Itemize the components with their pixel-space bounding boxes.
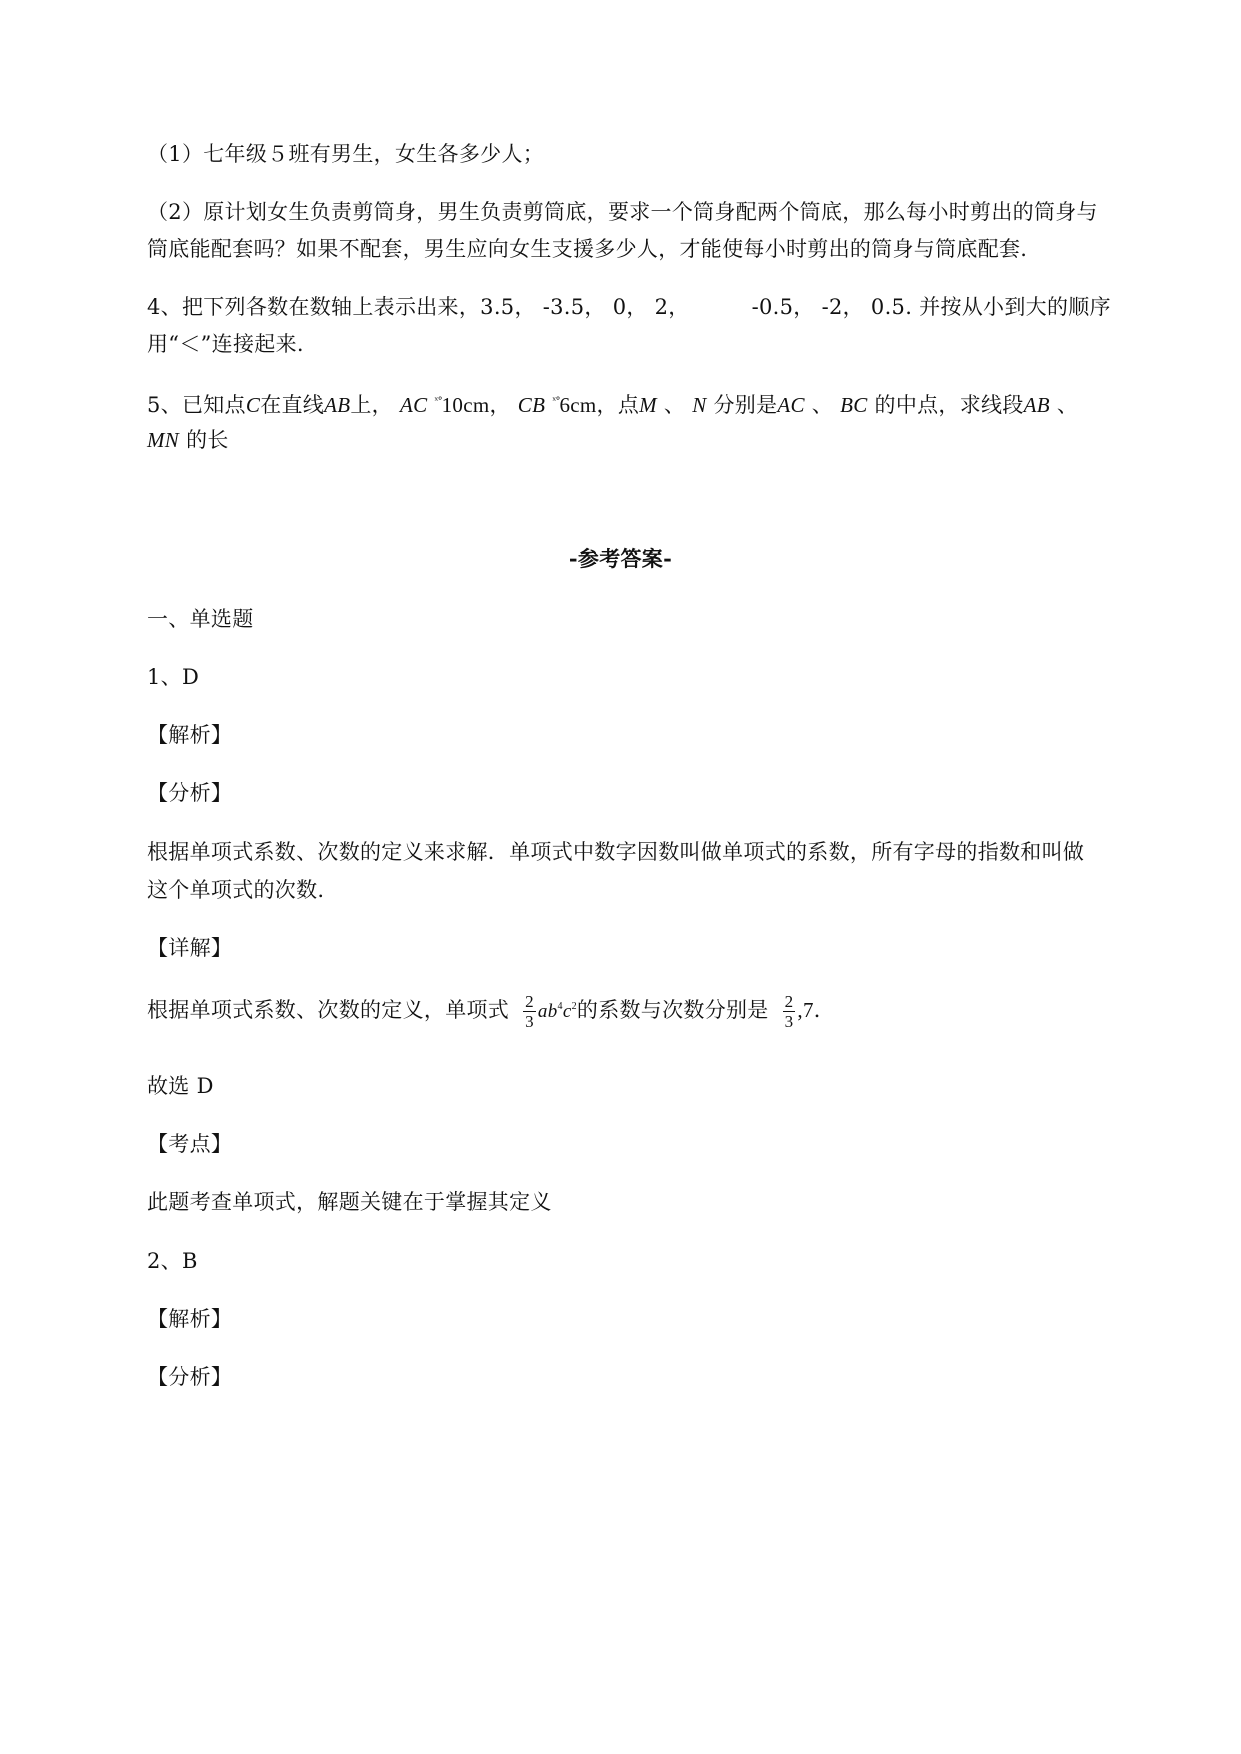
- q5-garbled-glyph: ˣ°: [434, 396, 442, 407]
- fraction-two-thirds: [783, 992, 796, 1031]
- q5-point-word: ，点: [596, 393, 640, 417]
- q5-sep: 、: [804, 393, 834, 417]
- detail-prefix: 根据单项式系数、次数的定义，单项式: [147, 998, 510, 1022]
- frac-denominator: 3: [525, 1012, 534, 1031]
- q5-up: 上，: [350, 393, 393, 417]
- section-single-choice: 一、单选题: [147, 607, 254, 631]
- q5-sep: 、: [656, 393, 686, 417]
- answer-2-fenxi: 【分析】: [147, 1365, 233, 1389]
- q3-part2-line1: （2）原计划女生负责剪筒身，男生负责剪筒底，要求一个筒身配两个筒底，那么每小时剪出的筒身与: [147, 200, 1098, 224]
- q5-segment-ab: AB: [324, 393, 351, 417]
- q5-length-word: 的长: [186, 428, 229, 452]
- q5-segment-bc: BC: [840, 393, 868, 417]
- q5-are: 分别是: [713, 393, 778, 417]
- answer-1-kaodian: 【考点】: [147, 1132, 233, 1156]
- q5-cb-length: 6cm: [559, 393, 597, 417]
- answer-1-kaodian-text: 此题考查单项式，解题关键在于掌握其定义: [147, 1190, 552, 1214]
- exponent-b: 4: [557, 1001, 563, 1012]
- frac-numerator: 2: [784, 992, 794, 1011]
- q4-text-a: 4、把下列各数在数轴上表示出来，3.5， -3.5， 0， 2，: [147, 295, 690, 319]
- q5-garbled-glyph: ˣ°: [552, 396, 560, 407]
- detail-end: ,7．: [797, 998, 836, 1022]
- q5-segment-cb: CB: [517, 393, 546, 417]
- frac-numerator: 2: [525, 992, 534, 1011]
- answer-1-xiangjie: 【详解】: [147, 936, 233, 960]
- answer-1-label: 1、D: [147, 665, 200, 689]
- q5-segment-ac: AC: [399, 393, 428, 417]
- q5-point-m: M: [639, 393, 657, 417]
- q5-segment-mn: MN: [147, 428, 180, 452]
- q5-segment-ac: AC: [777, 393, 805, 417]
- frac-denominator: 3: [784, 1012, 794, 1031]
- q5-ac-length: 10cm: [441, 393, 490, 417]
- q5-midpoint: 的中点，求线段: [874, 393, 1024, 417]
- answers-title: -参考答案-: [568, 546, 673, 571]
- fraction-two-thirds: [523, 992, 536, 1031]
- q5-point-n: N: [692, 393, 707, 417]
- q4-text-b: -0.5， -2， 0.5. 并按从小到大的顺序: [751, 295, 1111, 319]
- answer-1-jiexi: 【解析】: [147, 723, 233, 747]
- q5-sep: 、: [1049, 393, 1079, 417]
- monomial-c: c: [562, 1001, 572, 1022]
- q5-on-line: 在直线: [260, 393, 325, 417]
- q3-part2-line2: 筒底能配套吗？如果不配套，男生应向女生支援多少人，才能使每小时剪出的筒身与筒底配套.: [147, 237, 1028, 261]
- answer-1-detail: [147, 992, 835, 1031]
- q3-part1: （1）七年级５班有男生，女生各多少人；: [147, 142, 545, 166]
- question-4-line1: [147, 293, 1111, 321]
- exponent-c: 2: [571, 1001, 577, 1012]
- answer-1-fenxi: 【分析】: [147, 781, 233, 805]
- answer-1-conclusion: 故选 D: [147, 1074, 214, 1098]
- answer-1-analysis-line1: 根据单项式系数、次数的定义来求解．单项式中数字因数叫做单项式的系数，所有字母的指数和叫做: [147, 840, 1085, 864]
- q5-prefix: 5、已知点: [147, 393, 246, 417]
- q5-segment-ab: AB: [1023, 393, 1050, 417]
- answer-1-analysis-line2: 这个单项式的次数.: [147, 878, 325, 902]
- question-4-line2: 用“＜”连接起来.: [147, 332, 304, 356]
- q5-comma: ，: [489, 393, 511, 417]
- q5-point-c: C: [245, 393, 261, 417]
- answer-2-jiexi: 【解析】: [147, 1307, 233, 1331]
- answer-2-label: 2、B: [147, 1249, 198, 1273]
- question-5-line1: [147, 388, 1078, 419]
- detail-mid: 的系数与次数分别是: [576, 998, 769, 1022]
- question-5-line2: [147, 426, 229, 454]
- monomial-ab: ab: [537, 1001, 558, 1022]
